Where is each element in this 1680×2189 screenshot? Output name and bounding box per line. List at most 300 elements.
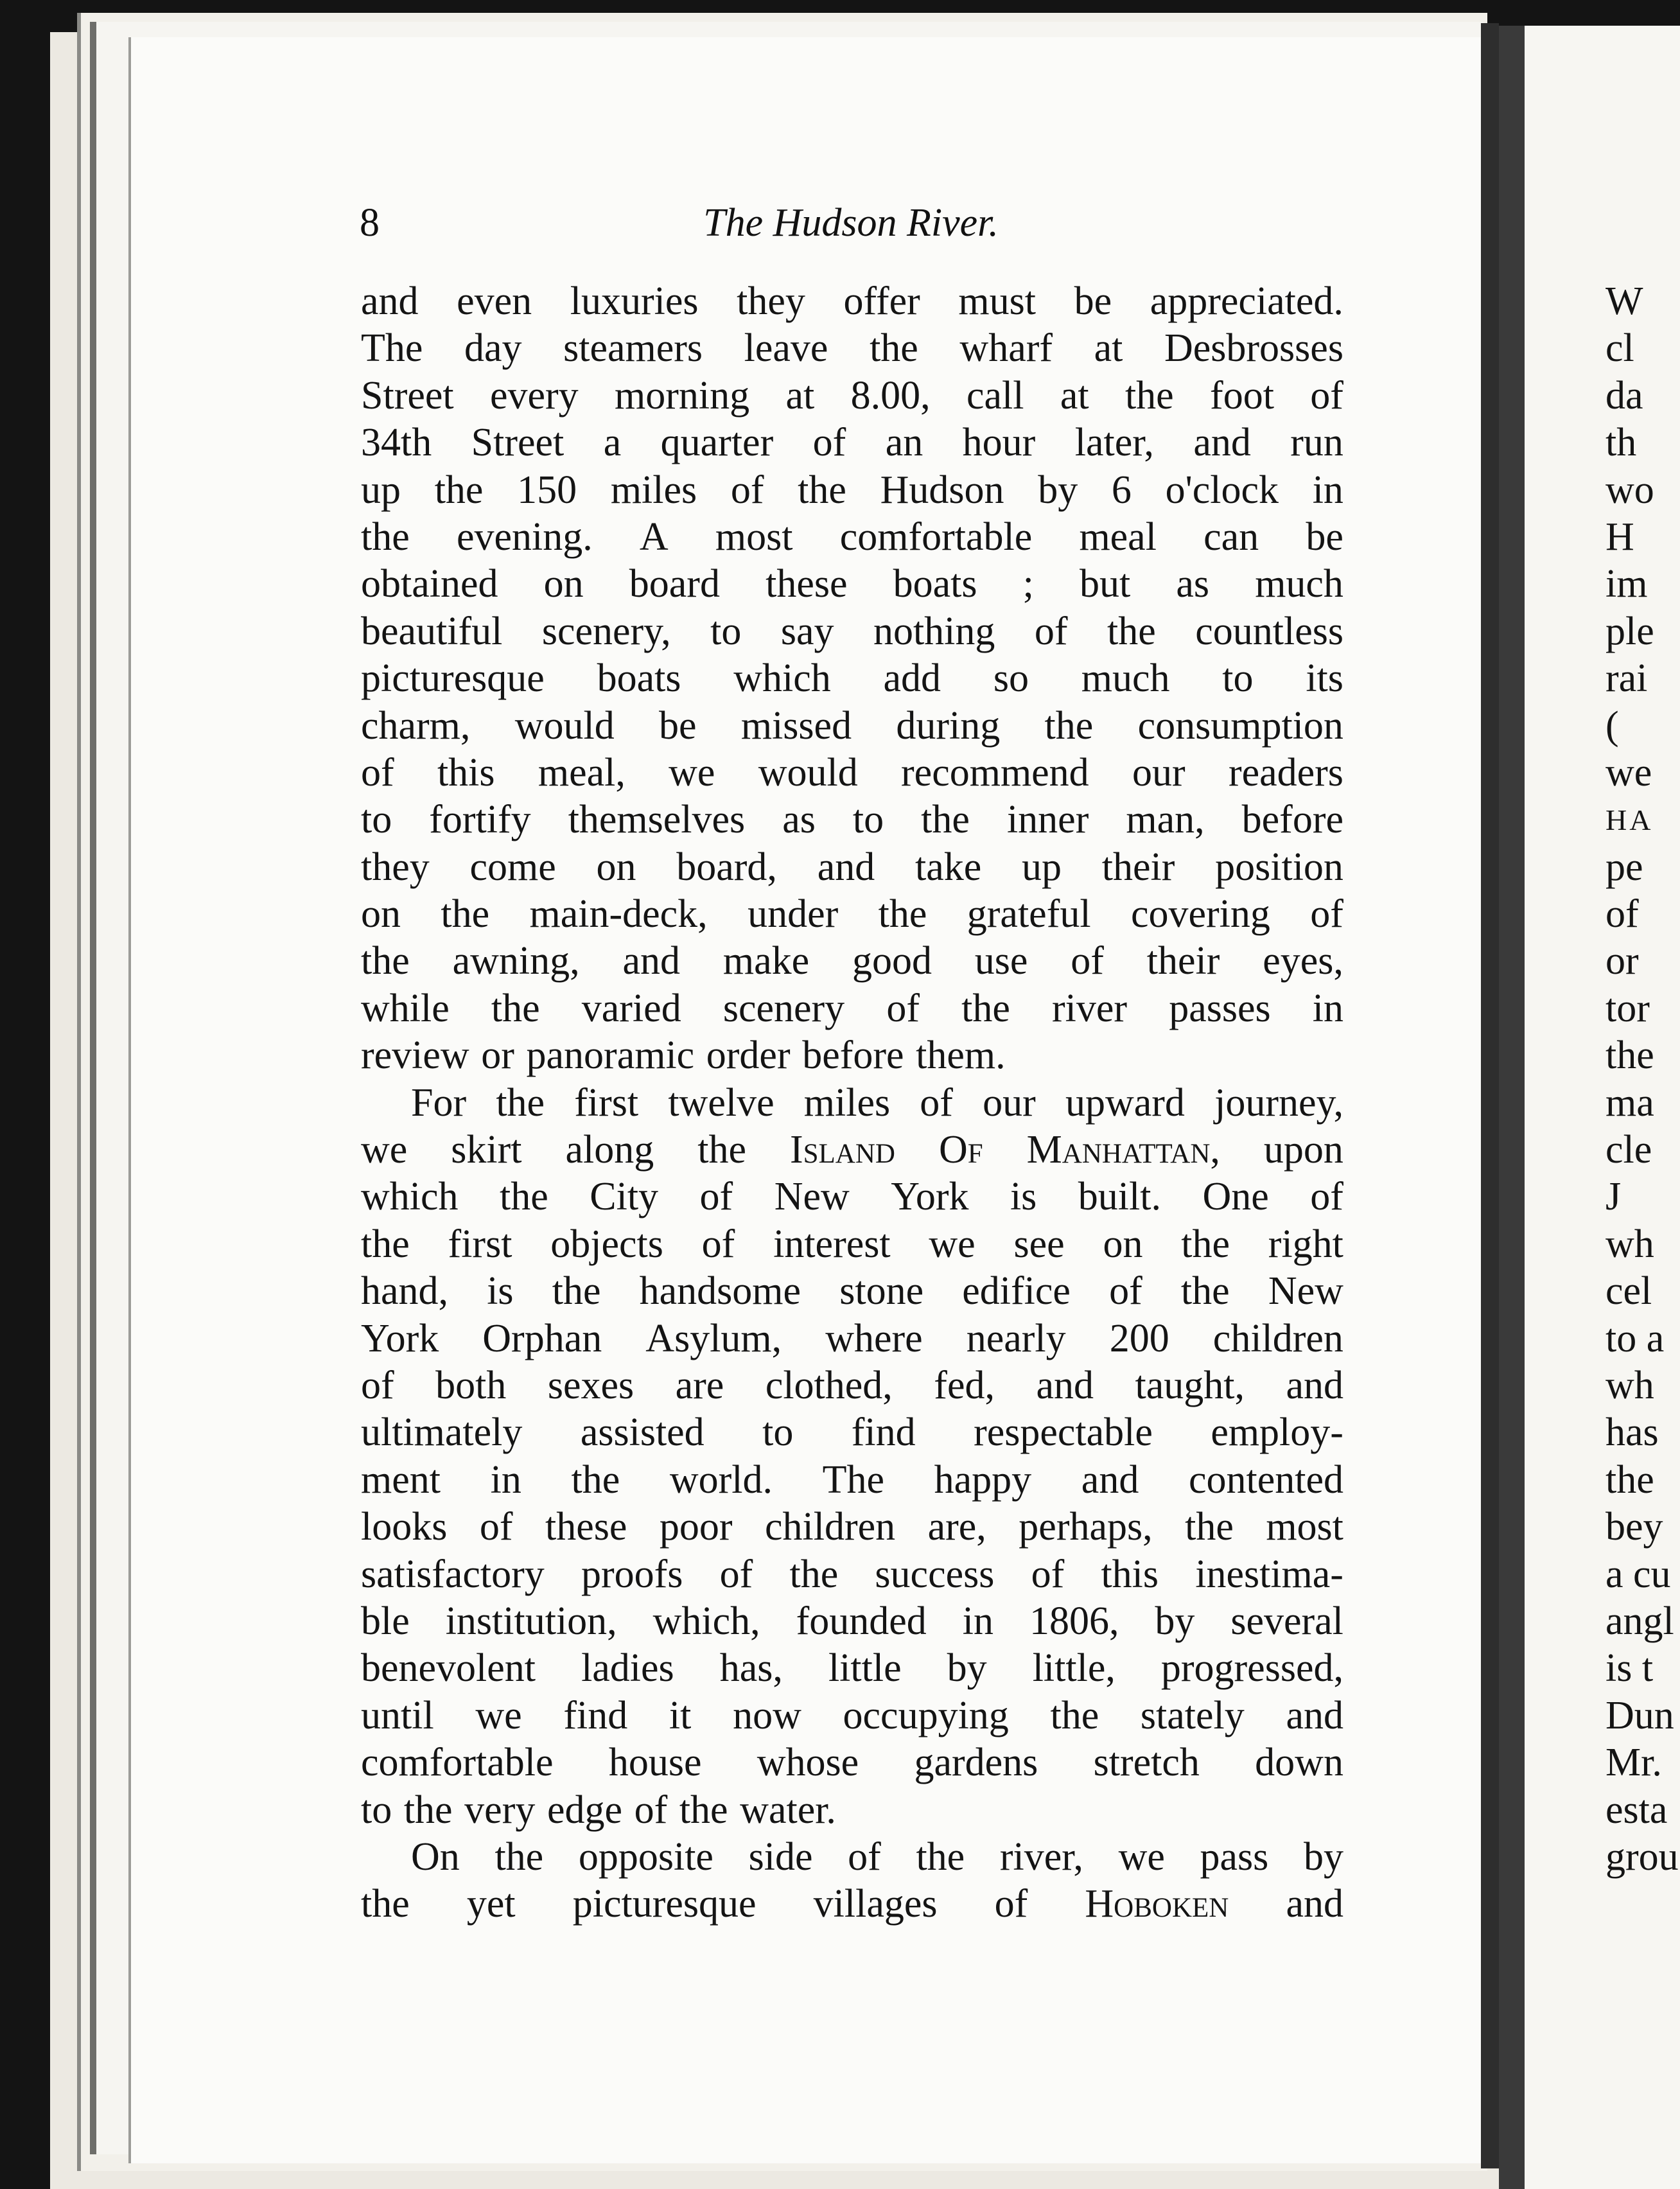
facing-page-fragment: ple [1606,609,1654,653]
word: Orphan [482,1316,602,1360]
word: whose [757,1741,859,1785]
word: quarter [660,421,774,465]
word: inestima- [1195,1552,1343,1596]
word: the [496,1080,545,1125]
word: Asylum, [645,1316,782,1360]
page-number: 8 [360,201,380,245]
text-line [361,1315,1343,1362]
word: down [1255,1741,1343,1785]
word: which [733,656,831,701]
word: inner [1006,798,1089,842]
text-line [361,1834,1343,1881]
word: 6 [1111,468,1132,512]
word: founded [796,1599,927,1643]
word: the [789,1552,839,1596]
word: right [1268,1222,1343,1266]
word: to [361,798,392,842]
text-line [361,561,1343,608]
word: while [361,986,450,1030]
word: the [441,892,490,936]
text-line [361,514,1343,561]
word: hour [962,421,1036,465]
word: house [608,1741,702,1785]
word: satisfactory [361,1552,545,1596]
word: ultimately [361,1411,523,1455]
word: on [543,562,584,606]
word: find [563,1693,628,1737]
facing-page-fragment: we [1606,750,1652,795]
word: success [875,1552,995,1596]
word: York [891,1175,969,1219]
facing-page-fragment: or [1606,939,1639,983]
facing-page-fragment: cl [1606,326,1634,371]
word: on [1103,1222,1143,1266]
word: foot [1210,373,1274,418]
word: little [828,1646,902,1691]
text-line [361,1268,1343,1315]
word: river [1052,986,1128,1030]
word: at [1094,326,1123,371]
word: and [622,939,680,983]
word: every [489,373,579,418]
facing-page-text [1606,278,1680,1881]
word: of [994,1882,1028,1926]
word: nothing [873,609,995,653]
word: up [361,468,401,512]
word: ; [1022,562,1034,606]
facing-page-fragment: wh [1606,1363,1654,1407]
word: day [464,326,522,371]
word: of [1310,373,1343,418]
word: of [1031,1552,1065,1596]
word: where [825,1316,923,1360]
word: as [782,798,816,842]
word: employ- [1211,1411,1343,1455]
word: stone [839,1269,924,1314]
word: on [596,845,636,889]
word: to [852,798,884,842]
text-line [361,1645,1343,1692]
word: progressed, [1160,1646,1343,1691]
word: City [590,1175,659,1219]
word: even [457,279,532,323]
word: the [361,939,410,983]
word: come [469,845,556,889]
word: of [701,1222,735,1266]
word: up [1021,845,1062,889]
word: to [361,1788,392,1832]
text-line [361,1409,1343,1456]
word: which [361,1175,459,1219]
word: Of [938,1128,983,1172]
word: ment [361,1457,441,1502]
word: main-deck, [529,892,708,936]
word: 34th [361,421,432,465]
word: respectable [974,1411,1153,1455]
word: the [361,514,410,559]
text-line [361,938,1343,985]
word: children [1212,1316,1343,1360]
word: assisted [580,1411,704,1455]
word: and [1286,1882,1343,1926]
word: passes [1169,986,1271,1030]
word: which, [652,1599,760,1643]
facing-page-fragment: HA [1606,804,1654,837]
word: the [1180,1269,1230,1314]
word: order [706,1033,791,1078]
text-line [361,325,1343,372]
word: Island [789,1128,895,1172]
word: of [1310,892,1343,936]
text-line [361,1504,1343,1551]
word: Manhattan, [1026,1128,1220,1172]
word: say [780,609,834,653]
facing-page-fragment: the [1606,1457,1654,1502]
word: be [1306,514,1343,559]
word: stately [1140,1693,1245,1737]
word: the [491,986,540,1030]
facing-page-fragment: the [1606,1033,1654,1078]
text-line [361,1221,1343,1268]
word: by [1155,1599,1195,1643]
facing-page-fragment: th [1606,421,1637,465]
word: use [974,939,1028,983]
word: 1806, [1029,1599,1119,1643]
word: morning [615,373,750,418]
word: as [1176,562,1210,606]
word: benevolent [361,1646,536,1691]
word: of [920,1080,953,1125]
word: the [361,1222,410,1266]
word: they [361,845,430,889]
word: this [1101,1552,1159,1596]
word: New [774,1175,850,1219]
word: comfortable [361,1741,554,1785]
word: Hudson [880,468,1004,512]
word: by [947,1646,987,1691]
word: little, [1032,1646,1116,1691]
word: picturesque [572,1882,757,1926]
text-line [361,1739,1343,1786]
facing-page-fragment: wh [1606,1222,1654,1266]
body-text [361,278,1343,1928]
word: steamers [563,326,703,371]
word: and [1193,421,1251,465]
text-line [361,844,1343,891]
word: opposite [578,1834,713,1879]
word: Desbrosses [1164,326,1343,371]
word: of [848,1834,881,1879]
word: children [765,1505,896,1549]
word: is [1010,1175,1037,1219]
word: contented [1188,1457,1343,1502]
word: ladies [581,1646,674,1691]
word: the [697,1128,746,1172]
word: the [500,1175,548,1219]
word: eyes, [1263,939,1343,983]
word: our [1132,750,1186,795]
word: of [1071,939,1104,983]
word: perhaps, [1019,1505,1153,1549]
word: the [921,798,970,842]
word: twelve [668,1080,774,1125]
word: first [448,1222,512,1266]
word: yet [466,1882,516,1926]
facing-page-fragment: H [1606,514,1634,559]
word: them. [916,1033,1006,1078]
word: leave [744,326,828,371]
word: hand, [361,1269,449,1314]
word: scenery [722,986,845,1030]
word: good [852,939,932,983]
facing-page-fragment: pe [1606,845,1643,889]
word: luxuries [570,279,699,323]
word: A [639,514,669,559]
text-line [361,373,1343,419]
word: the [1050,1693,1099,1737]
word: the [1044,703,1094,748]
text-line [361,796,1343,843]
word: o'clock [1165,468,1279,512]
word: the [571,1457,620,1502]
word: so [993,656,1029,701]
word: readers [1228,750,1343,795]
facing-page-shadow [1499,26,1525,2189]
word: upon [1263,1128,1343,1172]
word: board [629,562,720,606]
word: river, [999,1834,1083,1879]
word: on [361,892,401,936]
word: see [1013,1222,1065,1266]
word: of [719,1552,753,1596]
word: of [1310,1175,1343,1219]
word: consumption [1137,703,1343,748]
word: of [699,1175,733,1219]
book-gutter [1481,23,1499,2168]
facing-page-fragment: J [1606,1175,1622,1219]
word: appreciated. [1150,279,1343,323]
word: looks [361,1505,448,1549]
word: be [1074,279,1112,323]
word: wharf [959,326,1053,371]
word: of [812,421,846,465]
word: it [669,1693,692,1737]
word: our [983,1080,1036,1125]
word: interest [773,1222,891,1266]
text-line [361,703,1343,750]
word: make [722,939,810,983]
word: fortify [429,798,531,842]
word: can [1203,514,1259,559]
word: several [1230,1599,1343,1643]
word: pass [1200,1834,1269,1879]
facing-page-fragment: bey [1606,1505,1663,1549]
facing-page-fragment: grou [1606,1834,1679,1879]
word: of [361,750,394,795]
word: of [1034,609,1068,653]
word: picturesque [361,656,545,701]
text-line [361,655,1343,702]
word: be [659,703,697,748]
facing-page-fragment: tor [1606,986,1650,1030]
word: and [817,845,875,889]
word: clothed, [765,1363,893,1407]
word: varied [581,986,681,1030]
facing-page-fragment: wo [1606,468,1654,512]
word: we [669,750,715,795]
word: of [361,1363,394,1407]
word: the [552,1269,601,1314]
facing-page-fragment: Dun [1606,1693,1674,1737]
word: first [574,1080,639,1125]
word: has, [719,1646,783,1691]
word: by [1038,468,1078,512]
word: would [758,750,858,795]
word: Hoboken [1085,1882,1229,1926]
word: water. [740,1788,836,1832]
word: we [1118,1834,1165,1879]
word: board, [676,845,777,889]
word: to [710,609,742,653]
word: 8.00, [850,373,931,418]
word: much [1255,562,1343,606]
facing-page-fragment: a cu [1606,1552,1671,1596]
word: to [762,1411,794,1455]
word: charm, [361,703,471,748]
word: the [1181,1222,1230,1266]
text-line [361,1362,1343,1409]
word: fed, [934,1363,995,1407]
word: along [565,1128,654,1172]
word: proofs [581,1552,683,1596]
word: edge [547,1788,622,1832]
running-title: The Hudson River. [703,201,999,245]
word: Street [361,373,454,418]
word: the [798,468,846,512]
word: their [1146,939,1220,983]
word: these [545,1505,627,1549]
word: we [929,1222,976,1266]
word: happy [934,1457,1032,1502]
word: in [490,1457,521,1502]
word: of [479,1505,513,1549]
word: nearly [966,1316,1066,1360]
word: comfortable [839,514,1033,559]
word: position [1215,845,1343,889]
word: obtained [361,562,498,606]
word: until [361,1693,434,1737]
word: are, [927,1505,986,1549]
word: find [851,1411,916,1455]
word: the [870,326,918,371]
text-line [361,1127,1343,1174]
word: during [896,703,1001,748]
word: meal, [538,750,626,795]
word: much [1081,656,1170,701]
word: now [733,1693,801,1737]
word: miles [803,1080,891,1125]
word: review [361,1033,469,1078]
word: before [1241,798,1343,842]
word: the [679,1788,728,1832]
word: For [411,1080,467,1125]
word: in [962,1599,993,1643]
text-line [361,1080,1343,1127]
word: 150 [517,468,577,512]
word: of [886,986,920,1030]
word: world. [669,1457,773,1502]
word: an [885,421,923,465]
word: later, [1074,421,1154,465]
word: countless [1195,609,1343,653]
word: and [1286,1693,1343,1737]
word: gardens [914,1741,1038,1785]
text-line [361,1787,1343,1834]
word: or [481,1033,514,1078]
text-line [361,608,1343,655]
facing-page-fragment: da [1606,373,1643,418]
facing-page-fragment: ( [1606,703,1619,748]
word: institution, [445,1599,617,1643]
facing-page-fragment: to a [1606,1316,1665,1360]
word: by [1303,1834,1343,1879]
word: the [403,1788,453,1832]
word: skirt [451,1128,522,1172]
word: covering [1130,892,1270,936]
word: the [494,1834,544,1879]
word: boats [893,562,977,606]
word: villages [813,1882,938,1926]
text-line [361,1598,1343,1645]
word: 200 [1109,1316,1169,1360]
page-header [360,200,1342,252]
word: at [1060,373,1089,418]
word: the [961,986,1010,1030]
word: grateful [967,892,1091,936]
text-line [361,1551,1343,1598]
word: most [1266,1505,1343,1549]
facing-page-fragment: W [1606,279,1643,323]
word: boats [597,656,681,701]
word: take [914,845,982,889]
facing-page-fragment: ma [1606,1080,1654,1125]
word: occupying [843,1693,1009,1737]
text-line [361,278,1343,325]
word: the [1124,373,1174,418]
word: beautiful [361,609,503,653]
word: the [878,892,927,936]
text-line [361,1881,1343,1928]
word: poor [659,1505,733,1549]
facing-page-fragment: esta [1606,1788,1668,1832]
facing-page-fragment: angl [1606,1599,1674,1643]
word: handsome [639,1269,801,1314]
word: New [1268,1269,1343,1314]
facing-page-fragment: of [1606,892,1639,936]
word: the [1185,1505,1234,1549]
facing-page-fragment: is t [1606,1646,1654,1691]
word: these [766,562,848,606]
word: evening. [456,514,593,559]
word: we [361,1128,408,1172]
word: this [437,750,495,795]
word: meal [1079,514,1157,559]
word: its [1306,656,1343,701]
text-line [361,1457,1343,1504]
word: ble [361,1599,410,1643]
word: in [1312,986,1343,1030]
text-line [361,1032,1343,1079]
